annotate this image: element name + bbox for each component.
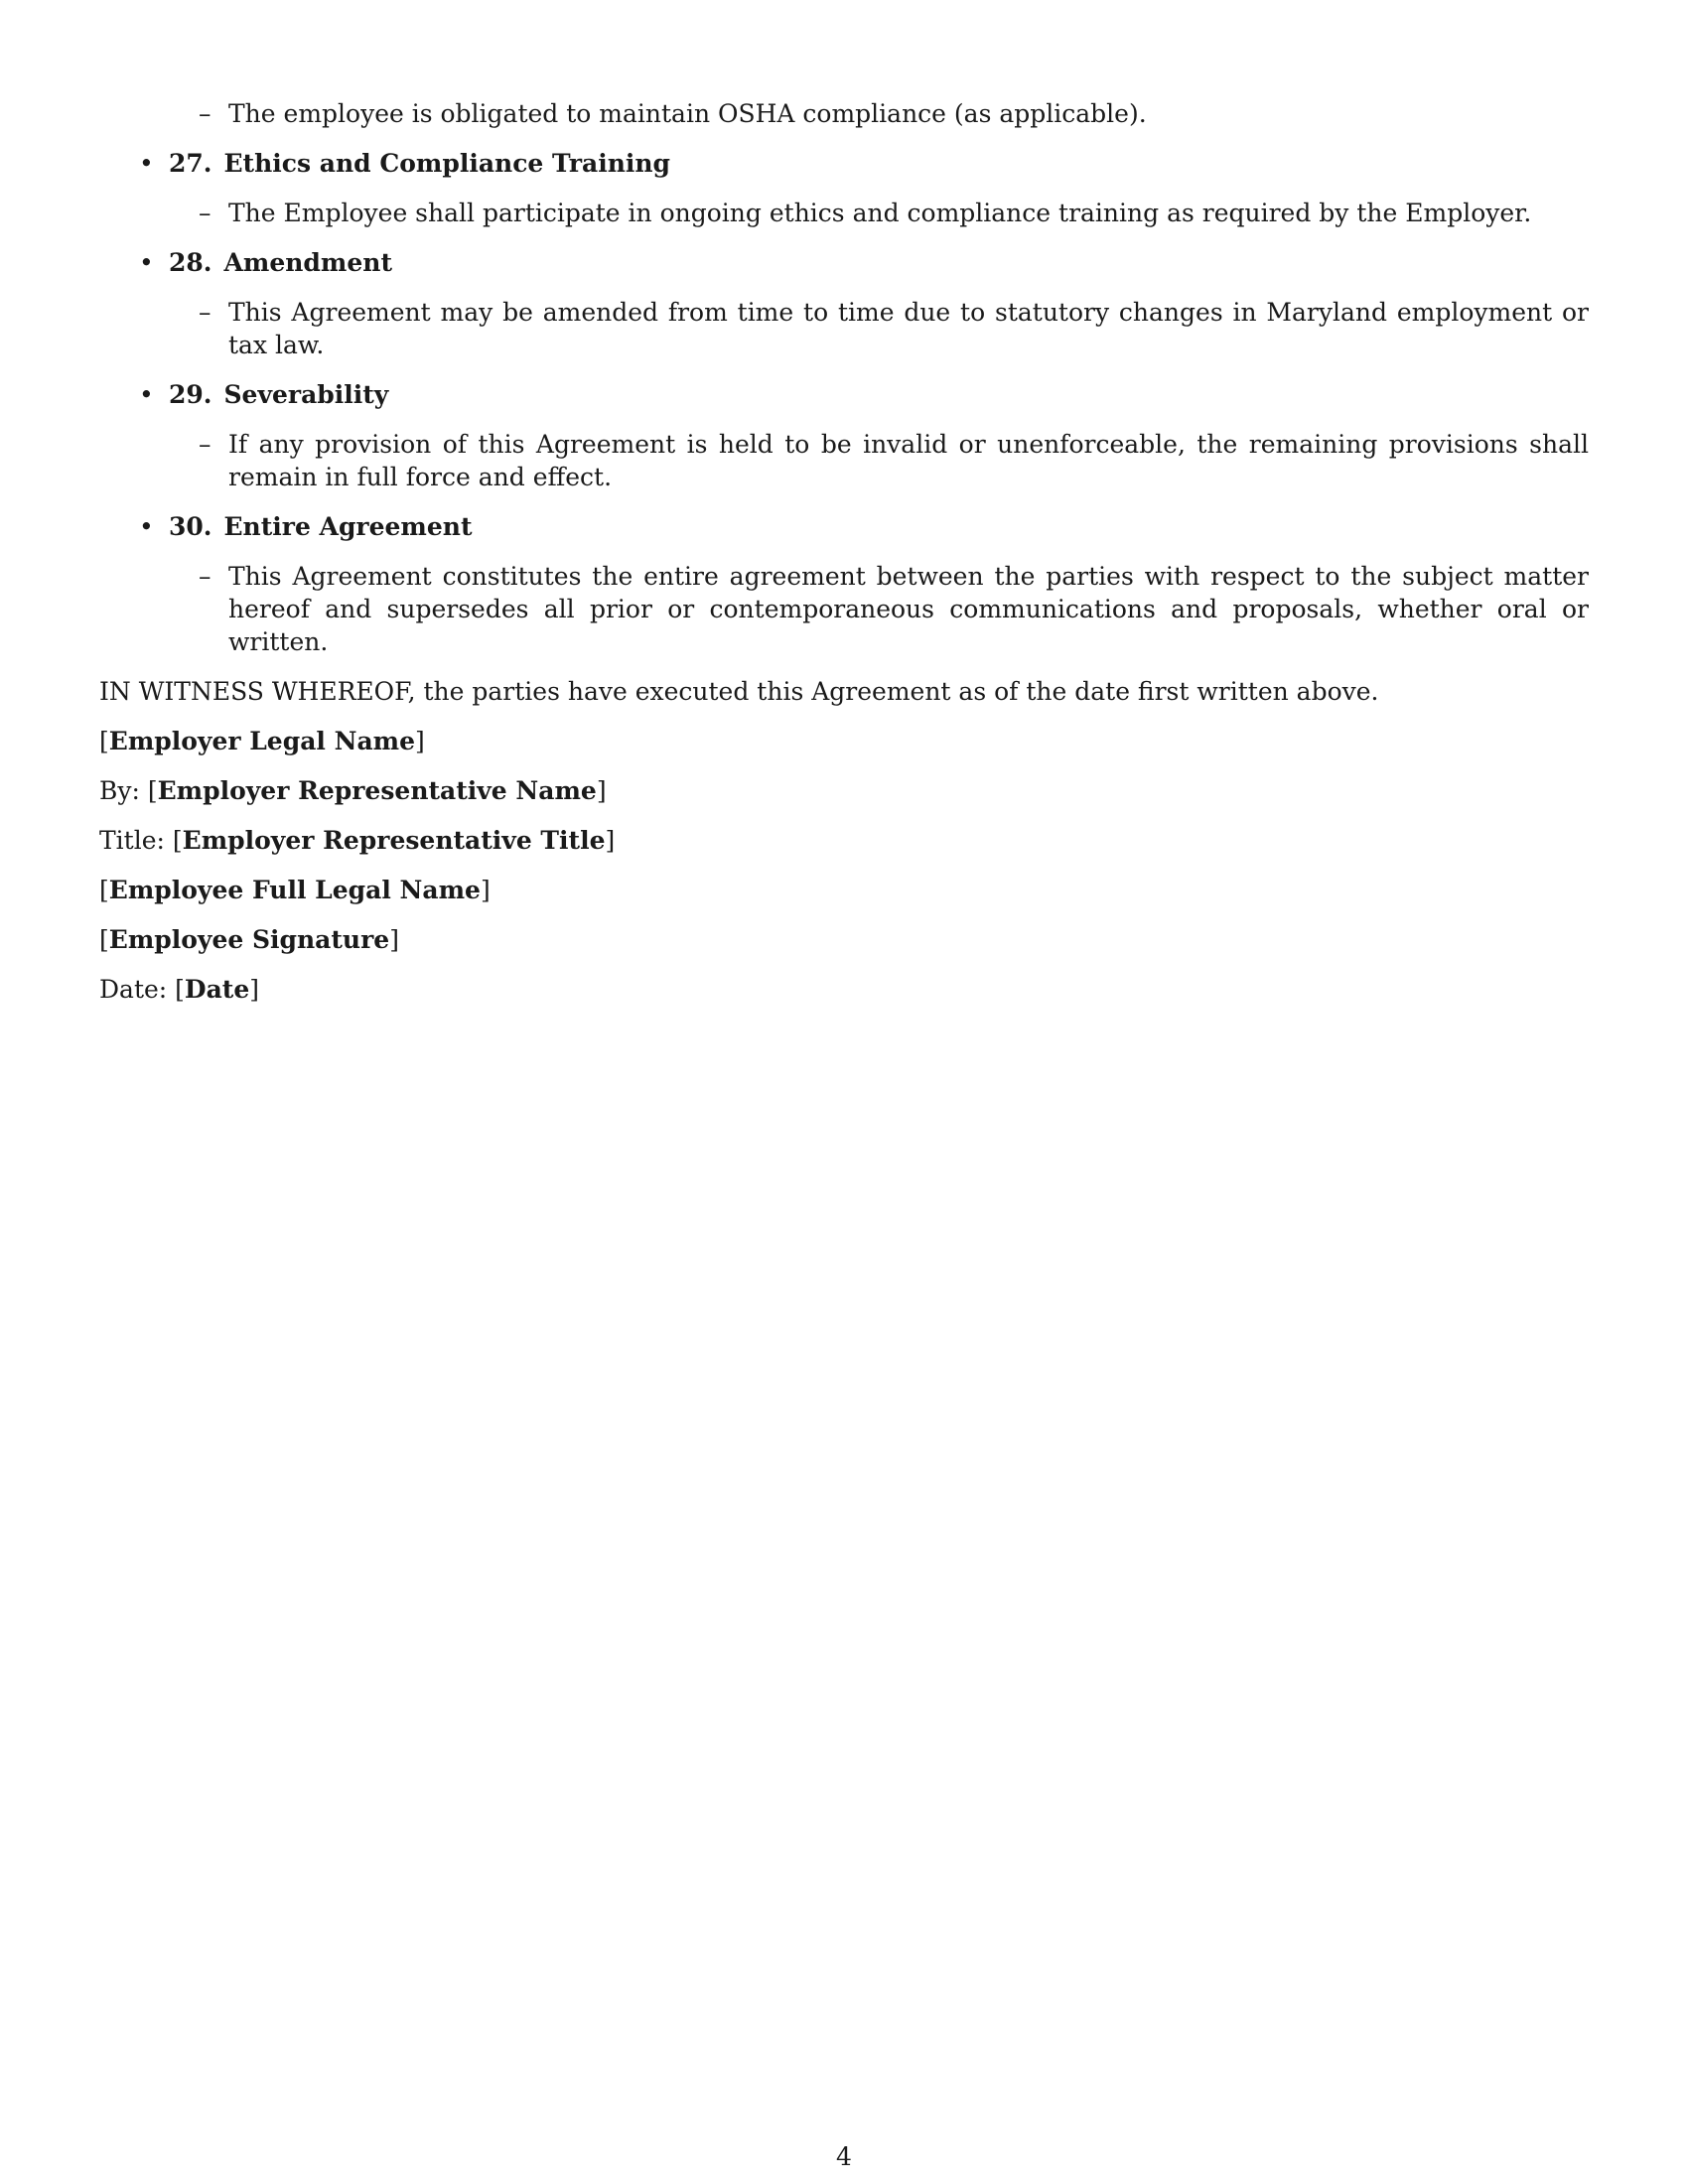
bullet-marker: •: [139, 149, 154, 178]
section-title: Amendment: [223, 248, 392, 277]
section-title: Ethics and Compliance Training: [223, 149, 671, 178]
title-line: Title: [Employer Representative Title]: [99, 826, 616, 855]
section-number: 28.: [169, 248, 212, 277]
bullet-marker: •: [139, 512, 154, 541]
dash-marker: –: [199, 298, 211, 327]
section-heading-27: [139, 147, 1589, 180]
employee-name-line: [Employee Full Legal Name]: [99, 876, 491, 904]
subitem-text: If any provision of this Agreement is held to be invalid or unenforceable, the remaining provisions shall remain in full force and effect.: [228, 430, 1589, 491]
subitem-text: This Agreement constitutes the entire agreement between the parties with respect to the subject matter hereof and supersedes all prior or contemporaneous communications and proposals, whether oral or written.: [228, 562, 1589, 656]
list-subitem: [199, 428, 1589, 493]
section-number: 29.: [169, 380, 212, 409]
date-line: Date: [Date]: [99, 975, 260, 1004]
dash-marker: –: [199, 562, 211, 591]
subitem-text: The Employee shall participate in ongoing ethics and compliance training as required by the Employer.: [228, 199, 1532, 227]
section-title: Severability: [223, 380, 389, 409]
list-subitem: [199, 296, 1589, 361]
list-subitem: [199, 97, 1589, 130]
rep-title-placeholder: Employer Representative Title: [182, 826, 606, 855]
bullet-marker: •: [139, 380, 154, 409]
section-number: 27.: [169, 149, 212, 178]
by-label: By:: [99, 776, 140, 805]
employee-signature-placeholder: Employee Signature: [108, 925, 390, 954]
dash-marker: –: [199, 99, 211, 128]
section-heading-30: [139, 510, 1589, 543]
date-placeholder: Date: [184, 975, 250, 1004]
rep-name-placeholder: Employer Representative Name: [157, 776, 597, 805]
section-heading-28: [139, 246, 1589, 279]
date-label: Date:: [99, 975, 168, 1004]
document-body: [99, 97, 1589, 1023]
section-title: Entire Agreement: [223, 512, 473, 541]
title-label: Title:: [99, 826, 165, 855]
section-number: 30.: [169, 512, 212, 541]
dash-marker: –: [199, 430, 211, 459]
employer-name-line: [Employer Legal Name]: [99, 727, 425, 755]
list-subitem: [199, 197, 1589, 229]
bullet-marker: •: [139, 248, 154, 277]
employee-name-placeholder: Employee Full Legal Name: [108, 876, 481, 904]
by-line: By: [Employer Representative Name]: [99, 776, 607, 805]
employer-name-placeholder: Employer Legal Name: [108, 727, 416, 755]
employee-signature-line: [Employee Signature]: [99, 925, 399, 954]
subitem-text: The employee is obligated to maintain OSHA compliance (as applicable).: [228, 99, 1147, 128]
subitem-text: This Agreement may be amended from time to time due to statutory changes in Maryland employment or tax law.: [228, 298, 1589, 359]
section-heading-29: [139, 378, 1589, 411]
dash-marker: –: [199, 199, 211, 227]
witness-clause: IN WITNESS WHEREOF, the parties have executed this Agreement as of the date first written above.: [99, 677, 1379, 706]
list-subitem: [199, 560, 1589, 658]
page-number: 4: [836, 2142, 852, 2171]
